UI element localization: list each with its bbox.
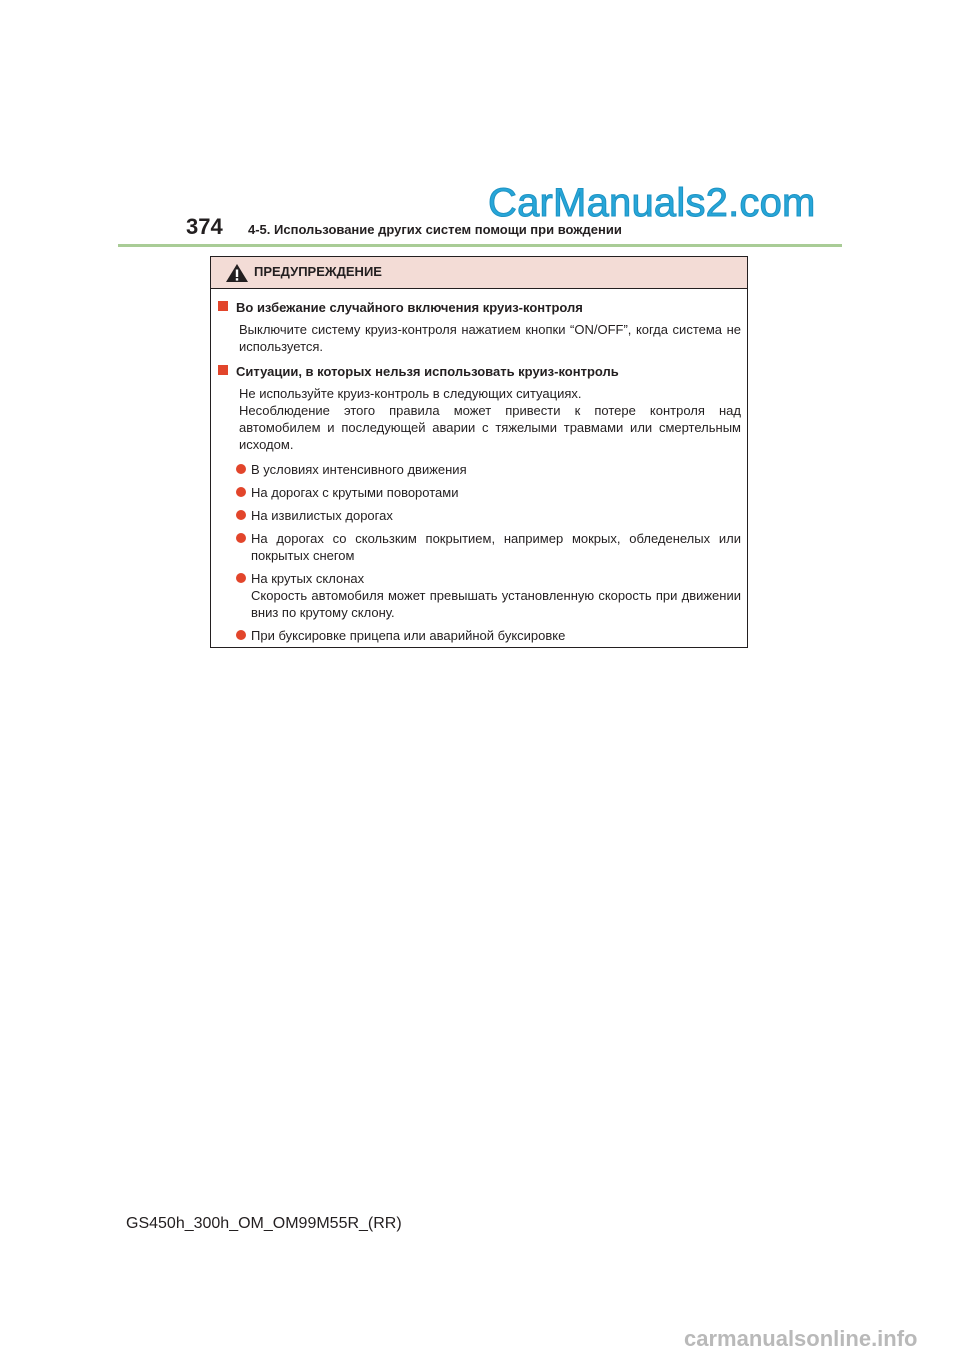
section-text-consequences: Несоблюдение этого правила может привести к потере контроля над автомобилем и последующей аварии с тяжелыми травмами или смертельным исходом. <box>239 403 741 452</box>
list-item-note: Скорость автомобиля может превышать установленную скорость при движении вниз по крутому склону. <box>251 588 741 620</box>
section-title: 4-5. Использование других систем помощи при вождении <box>248 222 622 237</box>
warning-triangle-icon <box>225 263 249 283</box>
footer-model-code: GS450h_300h_OM_OM99M55R_(RR) <box>126 1215 402 1232</box>
section-heading-text: Ситуации, в которых нельзя использовать круиз-контроль <box>236 364 619 379</box>
list-item-text: При буксировке прицепа или аварийной буксировке <box>251 628 566 643</box>
round-bullet-icon <box>236 533 246 543</box>
round-bullet-icon <box>236 573 246 583</box>
warning-box <box>210 256 748 648</box>
list-item-text: На дорогах с крутыми поворотами <box>251 485 459 500</box>
list-item-text: В условиях интенсивного движения <box>251 462 467 477</box>
list-item <box>218 627 741 644</box>
warning-content <box>211 289 747 644</box>
section-text-turn-off: Выключите систему круиз-контроля нажатием кнопки “ON/OFF”, когда система не используется. <box>239 322 741 354</box>
page-number: 374 <box>186 214 223 239</box>
warning-header <box>211 257 747 289</box>
round-bullet-icon <box>236 630 246 640</box>
section-heading-text: Во избежание случайного включения круиз-контроля <box>236 300 583 315</box>
round-bullet-icon <box>236 464 246 474</box>
list-item <box>218 570 741 621</box>
warning-title: ПРЕДУПРЕЖДЕНИЕ <box>254 264 382 279</box>
list-item-text: На извилистых дорогах <box>251 508 393 523</box>
watermark-bottom: carmanualsonline.info <box>684 1326 918 1351</box>
section-intro: Не используйте круиз-контроль в следующих ситуациях. <box>239 386 582 401</box>
list-item <box>218 507 741 524</box>
list-item <box>218 484 741 501</box>
round-bullet-icon <box>236 487 246 497</box>
round-bullet-icon <box>236 510 246 520</box>
section-heading-accidental-activation <box>218 299 741 316</box>
list-item-text: На дорогах со скользким покрытием, например мокрых, обледенелых или покрытых снегом <box>251 531 741 563</box>
watermark-top: CarManuals2.com <box>488 181 816 225</box>
header-rule <box>118 244 842 247</box>
section-heading-prohibited-situations <box>218 363 741 380</box>
square-bullet-icon <box>218 365 228 375</box>
square-bullet-icon <box>218 301 228 311</box>
list-item <box>218 530 741 564</box>
list-item-text: На крутых склонах <box>251 571 365 586</box>
list-item <box>218 461 741 478</box>
